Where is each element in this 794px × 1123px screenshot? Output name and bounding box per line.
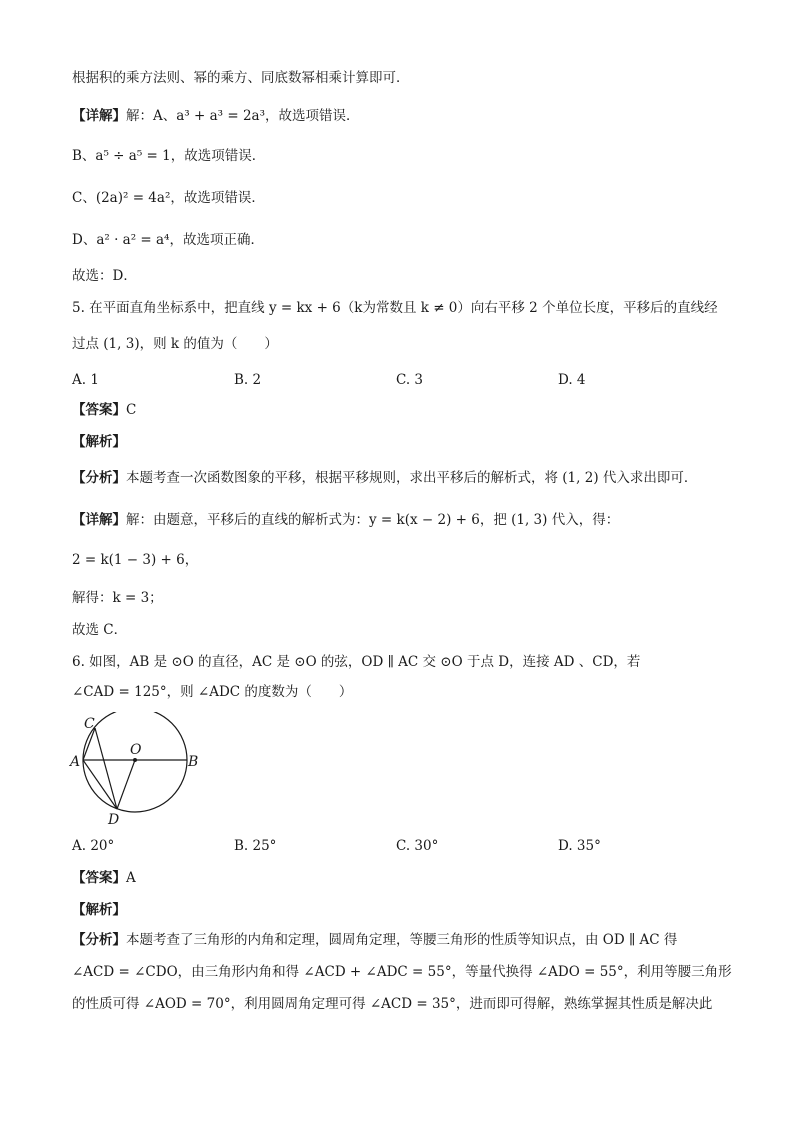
analysis-tag: 【分析】 [72, 470, 126, 486]
q5-option-b: B. 2 [234, 372, 262, 388]
q5-conclusion: 故选 C． [72, 622, 128, 638]
question-5-line-2: 过点 (1, 3)，则 k 的值为（ ） [72, 336, 278, 352]
center-point [133, 758, 137, 762]
label-a: A [70, 754, 81, 770]
q5-analysis [72, 468, 697, 488]
line-6: 故选：D． [72, 268, 137, 284]
detail-tag-2: 【详解】 [72, 512, 126, 528]
question-6-line-1: 6. 如图，AB 是 ⊙O 的直径，AC 是 ⊙O 的弦，OD ∥ AC 交 ⊙O 于点 D，连接 AD 、CD，若 [72, 654, 641, 670]
q6-analysis-2: ∠ACD = ∠CDO，由三角形内角和得 ∠ACD + ∠ADC = 55°，等量代换得 ∠ADO = 55°，利用等腰三角形 [72, 964, 732, 980]
answer-tag-2: 【答案】 [72, 870, 126, 886]
analysis-text: 本题考查一次函数图象的平移，根据平移规则，求出平移后的解析式，将 (1, 2) 代入求出即可． [126, 470, 698, 486]
q6-jiexi-tag: 【解析】 [72, 902, 126, 918]
q5-option-a: A. 1 [72, 372, 99, 388]
line-4: C、(2a)² = 4a²，故选项错误． [72, 190, 265, 206]
label-o: O [130, 742, 142, 758]
q6-analysis-1 [72, 930, 677, 950]
line-5: D、a² · a² = a⁴，故选项正确． [72, 232, 264, 248]
line-3: B、a⁵ ÷ a⁵ = 1，故选项错误． [72, 148, 266, 164]
q5-equation-2: 解得：k = 3； [72, 590, 163, 606]
analysis-tag-2: 【分析】 [72, 932, 126, 948]
q6-answer [72, 868, 136, 888]
q5-option-c: C. 3 [396, 372, 424, 388]
detail-text-2: 解：由题意，平移后的直线的解析式为：y = k(x − 2) + 6，把 (1, 3) 代入，得： [126, 512, 620, 528]
label-b: B [188, 754, 199, 770]
q5-answer [72, 400, 136, 420]
question-6-line-2: ∠CAD = 125°，则 ∠ADC 的度数为（ ） [72, 684, 353, 700]
q6-option-a: A. 20° [72, 838, 115, 854]
q6-option-b: B. 25° [234, 838, 277, 854]
circle-geometry-figure [66, 712, 206, 828]
answer-value-2: A [126, 870, 136, 886]
label-d: D [108, 812, 120, 828]
answer-tag: 【答案】 [72, 402, 126, 418]
segment-od [117, 760, 135, 809]
q6-option-c: C. 30° [396, 838, 439, 854]
label-c: C [84, 716, 95, 732]
answer-value: C [126, 402, 137, 418]
q6-analysis-3: 的性质可得 ∠AOD = 70°，利用圆周角定理可得 ∠ACD = 35°，进而即可得解，熟练掌握其性质是解决此 [72, 996, 713, 1012]
q6-option-d: D. 35° [558, 838, 601, 854]
q5-equation-1: 2 = k(1 − 3) + 6， [72, 552, 199, 568]
line-2 [72, 106, 360, 126]
chord-ac [83, 728, 95, 760]
analysis-text-2: 本题考查了三角形的内角和定理，圆周角定理，等腰三角形的性质等知识点，由 OD ∥ AC 得 [126, 932, 678, 948]
detail-text: 解：A、a³ + a³ = 2a³，故选项错误． [126, 108, 360, 124]
detail-tag: 【详解】 [72, 108, 126, 124]
question-5-line-1: 5. 在平面直角坐标系中，把直线 y = kx + 6（k为常数且 k ≠ 0）向右平移 2 个单位长度，平移后的直线经 [72, 300, 718, 316]
q5-detail [72, 510, 619, 530]
q5-option-d: D. 4 [558, 372, 586, 388]
q5-jiexi-tag: 【解析】 [72, 434, 126, 450]
line-1: 根据积的乘方法则、幂的乘方、同底数幂相乘计算即可． [72, 70, 410, 86]
chord-ad [83, 760, 117, 809]
